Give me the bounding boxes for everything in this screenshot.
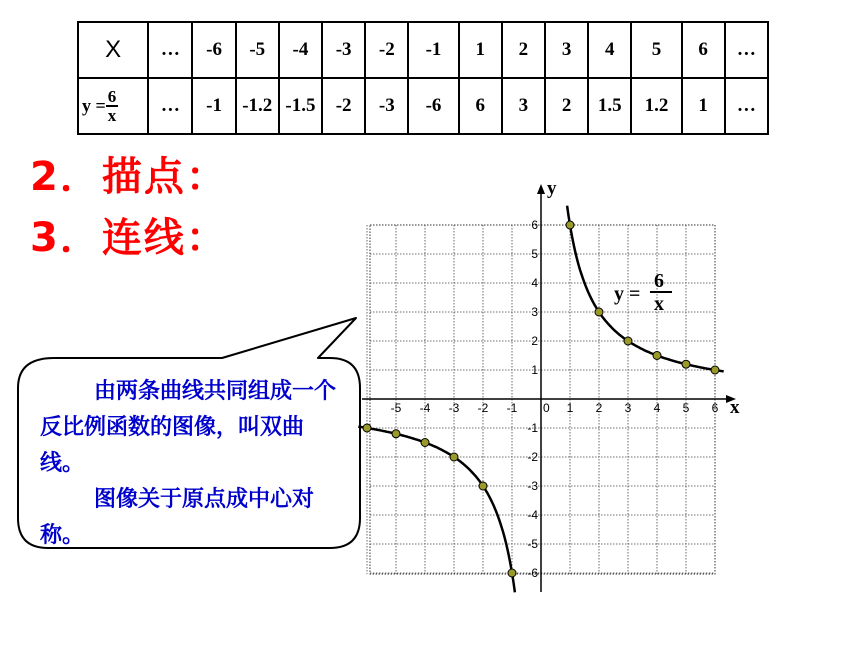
x-value-cell: -6 xyxy=(192,22,235,78)
y-header-denominator: x xyxy=(107,106,117,125)
y-tick-label: -4 xyxy=(527,508,538,522)
y-value-cell: -2 xyxy=(322,78,365,134)
axes xyxy=(362,184,736,592)
callout-line-1: 由两条曲线共同组成一个反比例函数的图像，叫双曲线。 xyxy=(40,379,337,476)
step-3-connect-points: 3．连线： xyxy=(30,215,228,261)
x-tick-label: 2 xyxy=(595,401,603,415)
y-value-cell: -1.2 xyxy=(236,78,279,134)
y-value-cell: -6 xyxy=(408,78,458,134)
y-tick-label: 6 xyxy=(531,218,538,232)
x-value-cell: 4 xyxy=(588,22,631,78)
step-2-plot-points: 2．描点： xyxy=(30,154,228,200)
x-tick-label: -5 xyxy=(390,401,402,415)
y-tick-label: -1 xyxy=(527,421,538,435)
x-value-cell: -2 xyxy=(365,22,408,78)
callout-text xyxy=(18,358,360,548)
x-value-cell: … xyxy=(148,22,192,78)
y-value-cell: 2 xyxy=(545,78,588,134)
plotted-point xyxy=(450,453,458,461)
callout-line-2: 图像关于原点成中心对称。 xyxy=(40,487,315,548)
plotted-point xyxy=(682,360,690,368)
y-value-cell: 1.5 xyxy=(588,78,631,134)
plotted-point xyxy=(421,439,429,447)
x-tick-label: 4 xyxy=(653,401,661,415)
y-tick-label: 5 xyxy=(531,247,538,261)
y-tick-label: -2 xyxy=(527,450,538,464)
x-value-cell: … xyxy=(725,22,768,78)
y-tick-label: 4 xyxy=(531,276,538,290)
x-tick-label: 3 xyxy=(624,401,632,415)
plotted-point xyxy=(595,308,603,316)
y-tick-label: 3 xyxy=(531,305,538,319)
plotted-point xyxy=(508,569,516,577)
y-value-cell: -1 xyxy=(192,78,235,134)
plotted-point xyxy=(392,430,400,438)
y-value-cell: -1.5 xyxy=(279,78,322,134)
y-tick-label: 1 xyxy=(531,363,538,377)
origin-label: 0 xyxy=(543,401,550,415)
x-tick-label: 1 xyxy=(566,401,574,415)
y-axis-label: y xyxy=(547,178,557,199)
x-tick-label: 6 xyxy=(711,401,719,415)
x-value-cell: -5 xyxy=(236,22,279,78)
plotted-point xyxy=(363,424,371,432)
curve-eq-prefix: y = xyxy=(614,283,641,305)
y-header-numerator: 6 xyxy=(107,87,117,106)
y-tick-label: -6 xyxy=(527,566,538,580)
hyperbola-branch-third-quadrant xyxy=(358,427,515,593)
hyperbola-branch-first-quadrant xyxy=(567,206,724,372)
plotted-point xyxy=(624,337,632,345)
x-tick-label: -1 xyxy=(506,401,518,415)
x-value-cell: 2 xyxy=(502,22,545,78)
y-value-cell: 6 xyxy=(459,78,502,134)
x-value-cell: 6 xyxy=(682,22,725,78)
y-tick-label: -3 xyxy=(527,479,538,493)
y-value-cell: 1 xyxy=(682,78,725,134)
x-tick-label: -3 xyxy=(448,401,460,415)
x-tick-labels xyxy=(391,401,719,415)
x-axis-label: x xyxy=(730,397,740,418)
x-value-cell: -3 xyxy=(322,22,365,78)
plotted-point xyxy=(479,482,487,490)
y-tick-label: 2 xyxy=(531,334,538,348)
y-value-cell: … xyxy=(725,78,768,134)
x-value-cell: 1 xyxy=(459,22,502,78)
curve-equation xyxy=(614,270,672,315)
curve-eq-denominator: x xyxy=(654,293,664,315)
y-value-cell: -3 xyxy=(365,78,408,134)
x-tick-label: -2 xyxy=(477,401,489,415)
y-value-cell: 1.2 xyxy=(631,78,681,134)
plotted-point xyxy=(711,366,719,374)
x-value-cell: 5 xyxy=(631,22,681,78)
y-value-cell: 3 xyxy=(502,78,545,134)
x-tick-label: 5 xyxy=(682,401,690,415)
x-tick-label: -4 xyxy=(419,401,431,415)
y-header-prefix: y = xyxy=(82,95,106,116)
x-value-cell: 3 xyxy=(545,22,588,78)
x-value-cell: -1 xyxy=(408,22,458,78)
y-tick-label: -5 xyxy=(527,537,538,551)
y-axis-arrow xyxy=(537,184,545,194)
plotted-point xyxy=(566,221,574,229)
y-value-cell: … xyxy=(148,78,192,134)
x-header-cell: X xyxy=(78,22,148,78)
x-value-cell: -4 xyxy=(279,22,322,78)
curve-eq-numerator: 6 xyxy=(654,270,664,292)
plotted-point xyxy=(653,352,661,360)
